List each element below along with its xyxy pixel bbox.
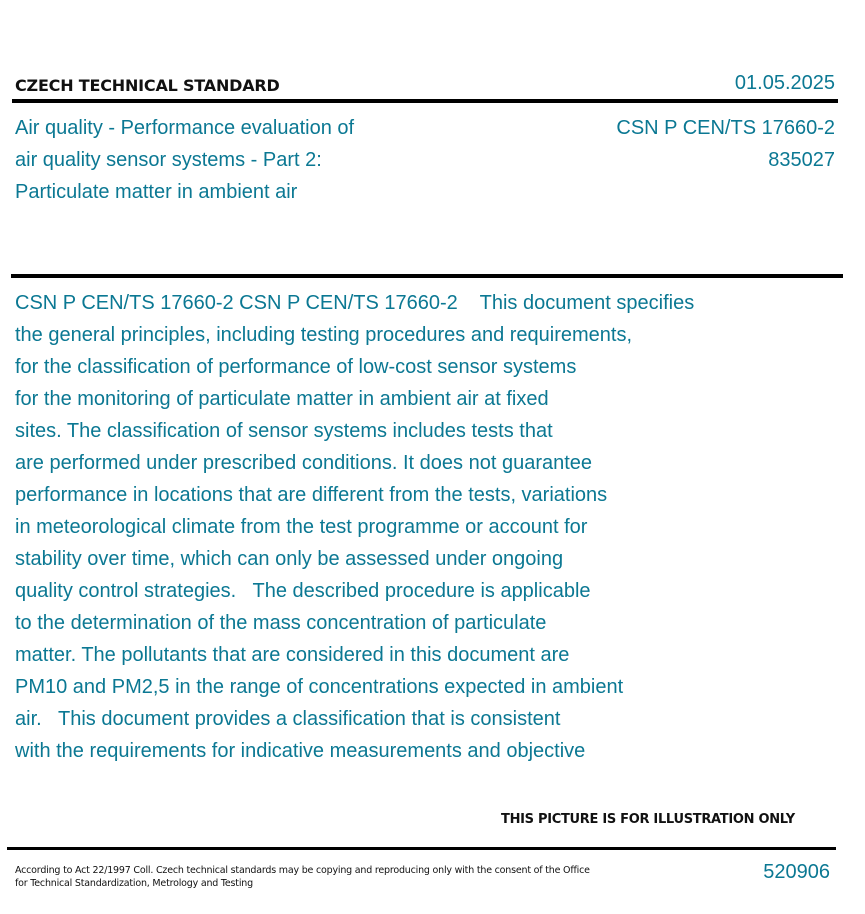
copyright-line: According to Act 22/1997 Coll. Czech technical standards may be copying and reproducing only with the consent of the Office: [15, 865, 590, 876]
title-divider: [11, 274, 843, 278]
header-divider: [12, 99, 838, 103]
abstract-line: to the determination of the mass concentration of particulate: [15, 612, 547, 634]
abstract-line: for the monitoring of particulate matter in ambient air at fixed: [15, 388, 549, 410]
classification-code: 835027: [768, 149, 835, 171]
abstract-line: the general principles, including testing procedures and requirements,: [15, 324, 633, 346]
abstract-line: PM10 and PM2,5 in the range of concentrations expected in ambient: [15, 676, 624, 698]
title-line: Air quality - Performance evaluation of: [15, 117, 355, 139]
abstract-line: CSN P CEN/TS 17660-2 CSN P CEN/TS 17660-2 This document specifies: [15, 292, 695, 314]
catalog-number: 520906: [763, 861, 830, 883]
abstract-line: matter. The pollutants that are considered in this document are: [15, 644, 570, 666]
abstract-line: quality control strategies. The described procedure is applicable: [15, 580, 591, 602]
abstract-line: performance in locations that are different from the tests, variations: [15, 484, 608, 506]
abstract-line: for the classification of performance of low-cost sensor systems: [15, 356, 577, 378]
footer-divider: [7, 847, 836, 850]
illustration-notice: THIS PICTURE IS FOR ILLUSTRATION ONLY: [501, 812, 795, 827]
abstract-line: air. This document provides a classification that is consistent: [15, 708, 561, 730]
title-line: air quality sensor systems - Part 2:: [15, 149, 322, 171]
abstract-line: with the requirements for indicative measurements and objective: [15, 740, 586, 762]
abstract-line: are performed under prescribed conditions. It does not guarantee: [15, 452, 593, 474]
abstract-line: stability over time, which can only be assessed under ongoing: [15, 548, 564, 570]
publication-date: 01.05.2025: [734, 72, 835, 94]
abstract-line: in meteorological climate from the test programme or account for: [15, 516, 588, 538]
standard-designation: CSN P CEN/TS 17660-2: [616, 117, 835, 139]
title-line: Particulate matter in ambient air: [15, 181, 298, 203]
abstract-line: sites. The classification of sensor systems includes tests that: [15, 420, 553, 442]
copyright-line: for Technical Standardization, Metrology and Testing: [15, 878, 253, 889]
standard-type-label: CZECH TECHNICAL STANDARD: [15, 76, 280, 95]
